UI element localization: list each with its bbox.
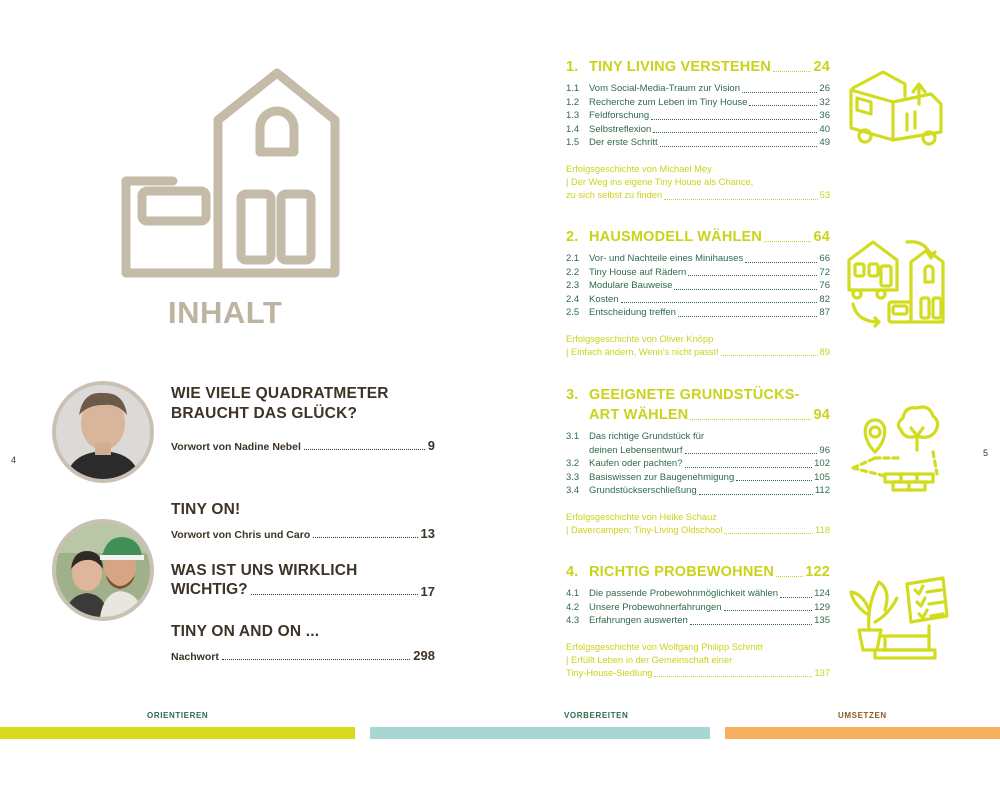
item-number: 1.4 bbox=[566, 123, 580, 135]
toc-entry-label: Vorwort von Chris und Caro bbox=[171, 529, 311, 541]
story-line: Erfolgsgeschichte von Michael Mey bbox=[566, 163, 712, 174]
item-number: 1.3 bbox=[566, 110, 580, 122]
toc-entry-label: Nachwort bbox=[171, 651, 219, 663]
leader-dots bbox=[690, 419, 811, 420]
leader-dots bbox=[749, 105, 817, 106]
leader-dots bbox=[313, 537, 417, 538]
item-number: 2.4 bbox=[566, 293, 580, 305]
leader-dots bbox=[621, 302, 818, 303]
toc-item[interactable] bbox=[566, 484, 830, 498]
land-location-icon bbox=[845, 402, 949, 498]
leader-dots bbox=[251, 594, 418, 595]
leader-dots bbox=[724, 610, 813, 611]
section-number: 2. bbox=[566, 229, 579, 245]
foreword-title-1-line2: BRAUCHT DAS GLÜCK? bbox=[171, 405, 358, 422]
leader-dots bbox=[776, 576, 803, 577]
leader-dots bbox=[660, 146, 818, 147]
item-number: 4.2 bbox=[566, 601, 580, 613]
success-story[interactable] bbox=[566, 163, 830, 203]
toc-page-number: 13 bbox=[420, 526, 435, 541]
section-heading[interactable] bbox=[566, 58, 830, 76]
section-page: 24 bbox=[813, 59, 830, 75]
item-title: Erfahrungen auswerten bbox=[589, 615, 688, 627]
toc-entry-label: WICHTIG? bbox=[171, 581, 248, 598]
story-line: zu sich selbst zu finden bbox=[566, 190, 663, 201]
story-line: Erfolgsgeschichte von Heike Schauz bbox=[566, 511, 717, 522]
toc-item[interactable] bbox=[566, 306, 830, 320]
item-page: 129 bbox=[814, 601, 830, 613]
item-page: 82 bbox=[819, 293, 830, 305]
item-page: 36 bbox=[819, 110, 830, 122]
item-number: 2.3 bbox=[566, 280, 580, 292]
leader-dots bbox=[764, 241, 811, 242]
section-title: TINY LIVING VERSTEHEN bbox=[589, 59, 771, 75]
item-title-line2: deinen Lebensentwurf bbox=[589, 444, 683, 456]
leader-dots bbox=[653, 132, 817, 133]
leader-dots bbox=[724, 533, 813, 534]
footer-bar-vorbereiten bbox=[370, 727, 710, 739]
item-title: Vom Social-Media-Traum zur Vision bbox=[589, 83, 740, 94]
item-title: Selbstreflexion bbox=[589, 123, 652, 135]
toc-item[interactable] bbox=[566, 614, 830, 628]
story-line: | Der Weg ins eigene Tiny House als Chance, bbox=[566, 177, 754, 188]
toc-item[interactable] bbox=[566, 123, 830, 137]
leader-dots bbox=[721, 355, 818, 356]
success-story[interactable] bbox=[566, 333, 830, 359]
item-page: 102 bbox=[814, 458, 830, 470]
item-title: Modulare Bauweise bbox=[589, 280, 673, 292]
toc-entry-afterword[interactable] bbox=[171, 648, 435, 663]
toc-item[interactable] bbox=[566, 109, 830, 123]
house-logo-icon bbox=[118, 68, 342, 278]
section-heading[interactable] bbox=[566, 228, 830, 246]
toc-entry-essay[interactable] bbox=[171, 581, 435, 599]
item-title: Der erste Schritt bbox=[589, 137, 658, 149]
toc-item[interactable] bbox=[566, 252, 830, 266]
toc-item[interactable] bbox=[566, 430, 830, 444]
footer-label-orientieren: ORIENTIEREN bbox=[147, 711, 209, 720]
item-page: 112 bbox=[814, 485, 830, 497]
footer-label-umsetzen: UMSETZEN bbox=[838, 711, 887, 720]
section-number: 3. bbox=[566, 387, 579, 403]
item-number: 3.3 bbox=[566, 471, 580, 483]
toc-item[interactable] bbox=[566, 457, 830, 471]
toc-item[interactable] bbox=[566, 601, 830, 615]
toc-item-cont[interactable] bbox=[566, 444, 830, 458]
item-title-line1: Das richtige Grundstück für bbox=[589, 431, 705, 442]
page-number-left: 4 bbox=[11, 455, 17, 465]
item-number: 3.2 bbox=[566, 458, 580, 470]
toc-entry-label: Vorwort von Nadine Nebel bbox=[171, 441, 301, 453]
success-story[interactable] bbox=[566, 511, 830, 537]
toc-item[interactable] bbox=[566, 279, 830, 293]
leader-dots bbox=[678, 316, 817, 317]
page-number-right: 5 bbox=[983, 448, 989, 458]
item-page: 96 bbox=[819, 444, 830, 456]
toc-page-number: 298 bbox=[413, 648, 435, 663]
story-line: | Einfach ändern, Wenn's nicht passt! bbox=[566, 347, 719, 358]
toc-item[interactable] bbox=[566, 266, 830, 280]
foreword-title-2: TINY ON! bbox=[171, 501, 241, 518]
item-title: Basiswissen zur Baugenehmigung bbox=[589, 471, 735, 483]
section-title: HAUSMODELL WÄHLEN bbox=[589, 229, 763, 245]
item-number: 4.1 bbox=[566, 588, 580, 599]
item-title: Tiny House auf Rädern bbox=[589, 266, 687, 278]
item-title: Vor- und Nachteile eines Minihauses bbox=[589, 253, 744, 264]
item-number: 3.4 bbox=[566, 485, 580, 497]
page-title: INHALT bbox=[168, 295, 283, 330]
section-number: 4. bbox=[566, 564, 579, 580]
item-title: Die passende Probewohnmöglichkeit wählen bbox=[589, 588, 779, 599]
footer-label-vorbereiten: VORBEREITEN bbox=[564, 711, 629, 720]
item-number: 1.1 bbox=[566, 83, 580, 94]
leader-dots bbox=[674, 289, 817, 290]
story-line: | Davercampen: Tiny-Living Oldschool bbox=[566, 525, 723, 536]
toc-page-number: 17 bbox=[420, 584, 435, 599]
story-line: Tiny-House-Siedlung bbox=[566, 668, 653, 679]
toc-entry-foreword-nadine[interactable] bbox=[171, 438, 435, 453]
item-number: 2.5 bbox=[566, 307, 580, 319]
toc-entry-foreword-chris-caro[interactable] bbox=[171, 526, 435, 541]
leader-dots bbox=[773, 71, 811, 72]
item-title: Kosten bbox=[589, 293, 619, 305]
toc-section-1 bbox=[566, 58, 830, 203]
item-page: 135 bbox=[814, 615, 830, 627]
story-line: Erfolgsgeschichte von Wolfgang Philipp Schmitt bbox=[566, 641, 763, 652]
toc-item[interactable] bbox=[566, 82, 830, 96]
footer-bar-orientieren bbox=[0, 727, 355, 739]
leader-dots bbox=[736, 480, 812, 481]
section-page: 64 bbox=[813, 229, 830, 245]
item-page: 124 bbox=[814, 588, 830, 599]
leader-dots bbox=[780, 597, 812, 598]
house-cycle-icon bbox=[845, 232, 949, 328]
leader-dots bbox=[654, 676, 812, 677]
item-title: Unsere Probewohnerfahrungen bbox=[589, 601, 722, 613]
story-line: Erfolgsgeschichte von Oliver Knöpp bbox=[566, 333, 714, 344]
section-number: 1. bbox=[566, 59, 579, 75]
leader-dots bbox=[742, 92, 817, 93]
story-page: 89 bbox=[819, 347, 830, 358]
toc-section-4 bbox=[566, 563, 830, 680]
item-page: 66 bbox=[819, 253, 830, 264]
item-number: 1.2 bbox=[566, 96, 580, 108]
item-number: 4.3 bbox=[566, 615, 580, 627]
item-page: 105 bbox=[814, 471, 830, 483]
item-number: 1.5 bbox=[566, 137, 580, 149]
foreword-title-1-line1: WIE VIELE QUADRATMETER bbox=[171, 385, 389, 402]
afterword-title: TINY ON AND ON ... bbox=[171, 623, 320, 640]
item-title: Grundstückserschließung bbox=[589, 485, 697, 497]
toc-item[interactable] bbox=[566, 96, 830, 110]
avatar-nadine bbox=[52, 381, 154, 483]
item-page: 49 bbox=[819, 137, 830, 149]
item-title: Recherche zum Leben im Tiny House bbox=[589, 96, 748, 108]
leader-dots bbox=[690, 624, 812, 625]
toc-section-2 bbox=[566, 228, 830, 359]
story-page: 53 bbox=[819, 190, 830, 201]
item-page: 26 bbox=[819, 83, 830, 94]
portrait-image bbox=[56, 523, 150, 617]
story-page: 137 bbox=[814, 668, 830, 679]
section-title-line2: ART WÄHLEN bbox=[589, 407, 689, 423]
story-page: 118 bbox=[815, 525, 830, 536]
section-title: RICHTIG PROBEWOHNEN bbox=[589, 564, 775, 580]
toc-item[interactable] bbox=[566, 587, 830, 601]
item-number: 2.1 bbox=[566, 253, 580, 264]
leader-dots bbox=[685, 453, 818, 454]
leader-dots bbox=[651, 119, 817, 120]
section-title-line1: GEEIGNETE GRUNDSTÜCKS- bbox=[589, 387, 800, 403]
item-page: 87 bbox=[819, 307, 830, 319]
section-heading-line2[interactable] bbox=[566, 406, 830, 424]
avatar-chris-caro bbox=[52, 519, 154, 621]
item-title: Kaufen oder pachten? bbox=[589, 458, 683, 470]
leader-dots bbox=[664, 199, 818, 200]
leader-dots bbox=[699, 494, 813, 495]
toc-item[interactable] bbox=[566, 471, 830, 485]
footer-bar-umsetzen bbox=[725, 727, 1000, 739]
portrait-image bbox=[56, 385, 150, 479]
item-page: 76 bbox=[819, 280, 830, 292]
item-number: 3.1 bbox=[566, 431, 580, 442]
toc-item[interactable] bbox=[566, 293, 830, 307]
item-page: 40 bbox=[819, 123, 830, 135]
success-story[interactable] bbox=[566, 641, 830, 681]
item-page: 32 bbox=[819, 96, 830, 108]
leader-dots bbox=[304, 449, 425, 450]
essay-title-line1: WAS IST UNS WIRKLICH bbox=[171, 562, 358, 579]
section-heading-line1[interactable] bbox=[566, 386, 830, 404]
leader-dots bbox=[685, 467, 813, 468]
section-page: 94 bbox=[813, 407, 830, 423]
leader-dots bbox=[745, 262, 817, 263]
plant-checklist-icon bbox=[845, 570, 949, 666]
camper-van-icon bbox=[845, 66, 949, 162]
leader-dots bbox=[222, 659, 410, 660]
item-title: Feldforschung bbox=[589, 110, 650, 122]
item-title: Entscheidung treffen bbox=[589, 307, 676, 319]
toc-section-3 bbox=[566, 386, 830, 537]
toc-item[interactable] bbox=[566, 136, 830, 150]
section-heading[interactable] bbox=[566, 563, 830, 581]
item-number: 2.2 bbox=[566, 266, 580, 278]
story-line: | Erfüllt Leben in der Gemeinschaft einer bbox=[566, 654, 733, 665]
section-page: 122 bbox=[805, 564, 830, 580]
toc-page-number: 9 bbox=[427, 438, 435, 453]
leader-dots bbox=[688, 275, 817, 276]
item-page: 72 bbox=[819, 266, 830, 278]
